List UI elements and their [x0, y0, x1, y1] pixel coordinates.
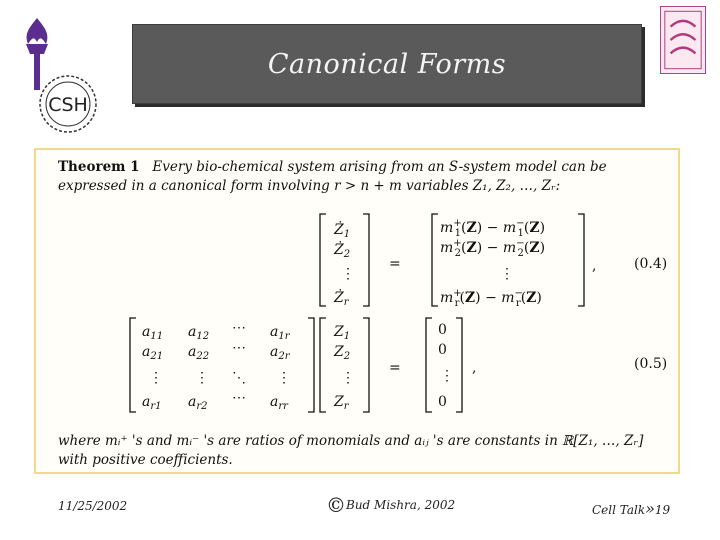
svg-text:⋮: ⋮ [440, 368, 454, 384]
theorem-closing: where mᵢ⁺ 's and mᵢ⁻ 's are ratios of monomials and aᵢⱼ 's are constants in ℝ[Z₁, …, Zᵣ] with positive coefficients. [58, 433, 644, 468]
svg-text:ar2: $a_{r2}$ [188, 394, 208, 412]
svg-text:0: 0 [438, 322, 447, 338]
svg-text:m+2(Z) − m−2(Z): m+ 2(Z) − m− 2(Z) [440, 238, 546, 259]
svg-text:⋮: ⋮ [500, 266, 514, 282]
svg-text:⋱: ⋱ [232, 370, 246, 386]
equation-number-0-4: (0.4) [634, 256, 668, 272]
svg-text:a11: $a_{11}$ [142, 324, 164, 342]
svg-text:a22: $a_{22}$ [188, 344, 210, 362]
svg-text:,: , [592, 258, 597, 274]
page-number: 19 [654, 503, 671, 517]
svg-text:Z1: $Z_1$ [334, 324, 351, 342]
svg-text:0: 0 [438, 342, 447, 358]
svg-text:a1r: $a_{1r}$ [270, 324, 290, 342]
svg-text:⋮: ⋮ [149, 370, 163, 386]
title-bar [132, 24, 642, 104]
svg-text:ar1: $a_{r1}$ [142, 394, 162, 412]
footer-date: 11/25/2002 [58, 499, 128, 513]
svg-text:⋮: ⋮ [277, 370, 291, 386]
svg-text:Zr: $Z_r$ [334, 394, 349, 412]
page-title: Canonical Forms [267, 48, 507, 80]
svg-text:m+r(Z) − m−r(Z): m+ r(Z) − m− r(Z) [440, 288, 542, 309]
next-arrow-icon: » [645, 499, 655, 518]
svg-text:Żr: $Ż_r$ [334, 290, 349, 308]
svg-text:a21: $a_{21}$ [142, 344, 164, 362]
svg-text:=: = [389, 256, 401, 272]
svg-text:⋯: ⋯ [232, 390, 246, 406]
svg-text:=: = [389, 360, 401, 376]
theorem-panel [34, 148, 680, 474]
svg-text:,: , [472, 360, 477, 376]
svg-text:a12: $a_{12}$ [188, 324, 210, 342]
svg-text:⋮: ⋮ [341, 370, 355, 386]
equation-0-5 [130, 318, 667, 412]
footer-author: Bud Mishra, 2002 [346, 498, 456, 512]
theorem-label: Theorem 1 [58, 159, 140, 175]
svg-text:Ż2: $Ż_2$ [334, 242, 351, 260]
footer-page-info [592, 499, 670, 518]
svg-text:Ż1: $Ż_1$ [334, 222, 351, 240]
equation-0-4 [320, 214, 667, 309]
csh-logo-text: CSH [48, 94, 88, 116]
svg-text:arr: $a_{rr}$ [270, 394, 288, 412]
svg-text:⋮: ⋮ [341, 266, 355, 282]
svg-text:0: 0 [438, 394, 447, 410]
svg-text:a2r: $a_{2r}$ [270, 344, 290, 362]
equation-number-0-5: (0.5) [634, 356, 668, 372]
svg-text:⋯: ⋯ [232, 340, 246, 356]
svg-text:Z2: $Z_2$ [334, 344, 351, 362]
svg-text:⋯: ⋯ [232, 320, 246, 336]
copyright-icon: © [326, 493, 346, 517]
csh-logo [32, 72, 104, 136]
footer-course: Cell Talk [592, 503, 646, 517]
equations [36, 150, 682, 476]
svg-text:m+1(Z) − m−1(Z): m+ 1(Z) − m− 1(Z) [440, 218, 546, 239]
theorem-statement: Every bio-chemical system arising from an S-system model can be expressed in a canonical form involving r > n + m variables Z₁, Z₂, …, Zᵣ: [58, 159, 607, 194]
footer-copyright [326, 493, 455, 517]
nyu-logo [660, 6, 706, 74]
svg-text:⋮: ⋮ [195, 370, 209, 386]
